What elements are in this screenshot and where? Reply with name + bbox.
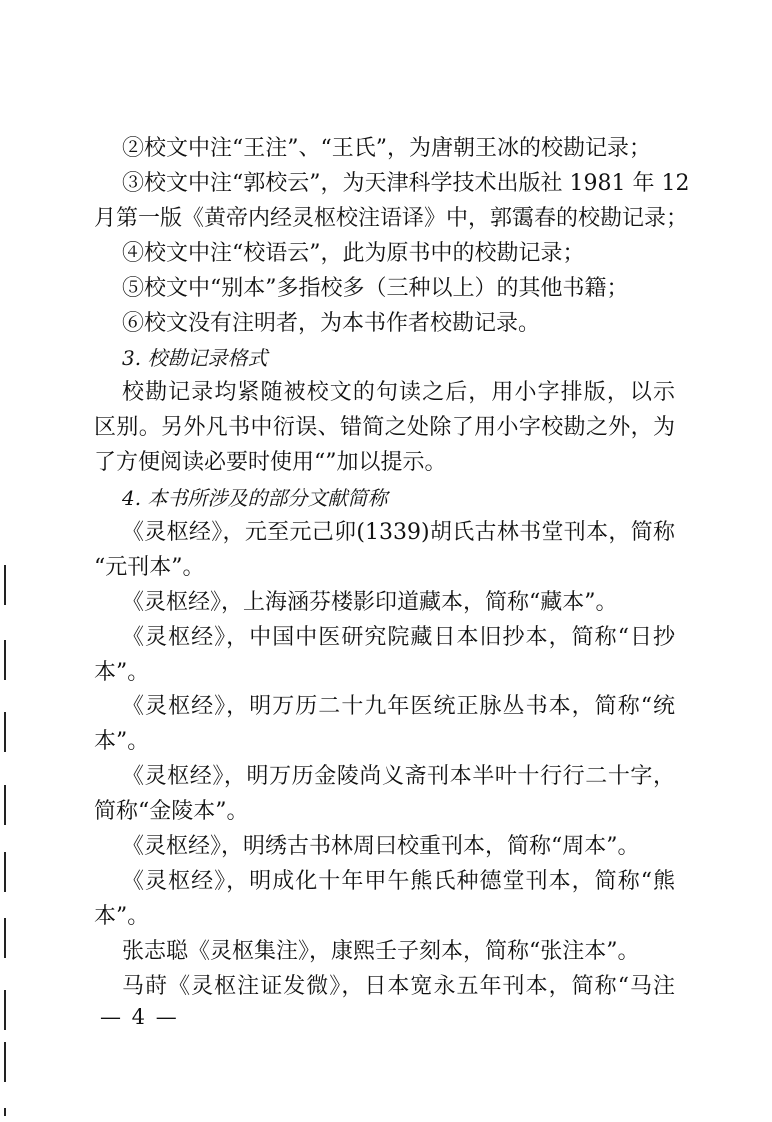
scan-edge-mark <box>4 1108 6 1116</box>
text-line: 简称“金陵本”。 <box>94 799 249 825</box>
scan-edge-mark <box>4 918 6 958</box>
text-line: 《灵枢经》，元至元己卯(1339)胡氏古林书堂刊本，简称 <box>122 519 675 545</box>
scan-edge-mark <box>4 712 6 752</box>
scan-edge-mark <box>4 785 6 825</box>
text-line: ④校文中注“校语云”，此为原书中的校勘记录； <box>122 240 585 266</box>
text-line: 《灵枢经》，中国中医研究院藏日本旧抄本，简称“日抄 <box>122 624 675 650</box>
text-line: 了方便阅读必要时使用“”加以提示。 <box>94 450 447 476</box>
scan-edge-mark <box>4 990 6 1030</box>
scan-edge-mark <box>4 640 6 680</box>
text-line: 《灵枢经》，上海涵芬楼影印道藏本，简称“藏本”。 <box>122 589 618 615</box>
text-line: 《灵枢经》，明万历二十九年医统正脉丛书本，简称“统 <box>122 694 675 720</box>
scan-edge-mark <box>4 565 6 605</box>
scan-edge-mark <box>4 852 6 892</box>
text-line: 本”。 <box>94 659 150 685</box>
text-line: ②校文中注“王注”、“王氏”，为唐朝王冰的校勘记录； <box>122 136 651 161</box>
section-heading: 4. 本书所涉及的部分文献简称 <box>122 486 388 510</box>
text-line: 《灵枢经》，明成化十年甲午熊氏种德堂刊本，简称“熊 <box>122 868 675 894</box>
text-line: 本”。 <box>94 729 150 755</box>
text-line: 校勘记录均紧随被校文的句读之后，用小字排版，以示 <box>122 380 675 406</box>
section-heading: 3. 校勘记录格式 <box>122 346 268 371</box>
text-line: 本”。 <box>94 903 150 929</box>
text-line: ⑥校文没有注明者，为本书作者校勘记录。 <box>122 310 541 336</box>
scan-edge-mark <box>4 1042 6 1082</box>
text-line: ③校文中注“郭校云”，为天津科学技术出版社 1981 年 12 <box>122 170 690 196</box>
text-line: “元刊本”。 <box>94 554 205 580</box>
text-line: 《灵枢经》，明万历金陵尚义斋刊本半叶十行行二十字， <box>122 764 675 790</box>
text-line: 月第一版《黄帝内经灵枢校注语译》中，郭霭春的校勘记录； <box>94 205 689 231</box>
text-line: ⑤校文中“别本”多指校多（三种以上）的其他书籍； <box>122 275 629 301</box>
text-line: 张志聪《灵枢集注》，康熙壬子刻本，简称“张注本”。 <box>122 938 640 964</box>
text-line: 区别。另外凡书中衍误、错简之处除了用小字校勘之外，为 <box>94 415 675 441</box>
text-line: 马莳《灵枢注证发微》，日本宽永五年刊本，简称“马注 <box>122 973 675 999</box>
text-line: 《灵枢经》，明绣古书林周曰校重刊本，简称“周本”。 <box>122 834 640 859</box>
page-number: — 4 — <box>100 1005 179 1029</box>
